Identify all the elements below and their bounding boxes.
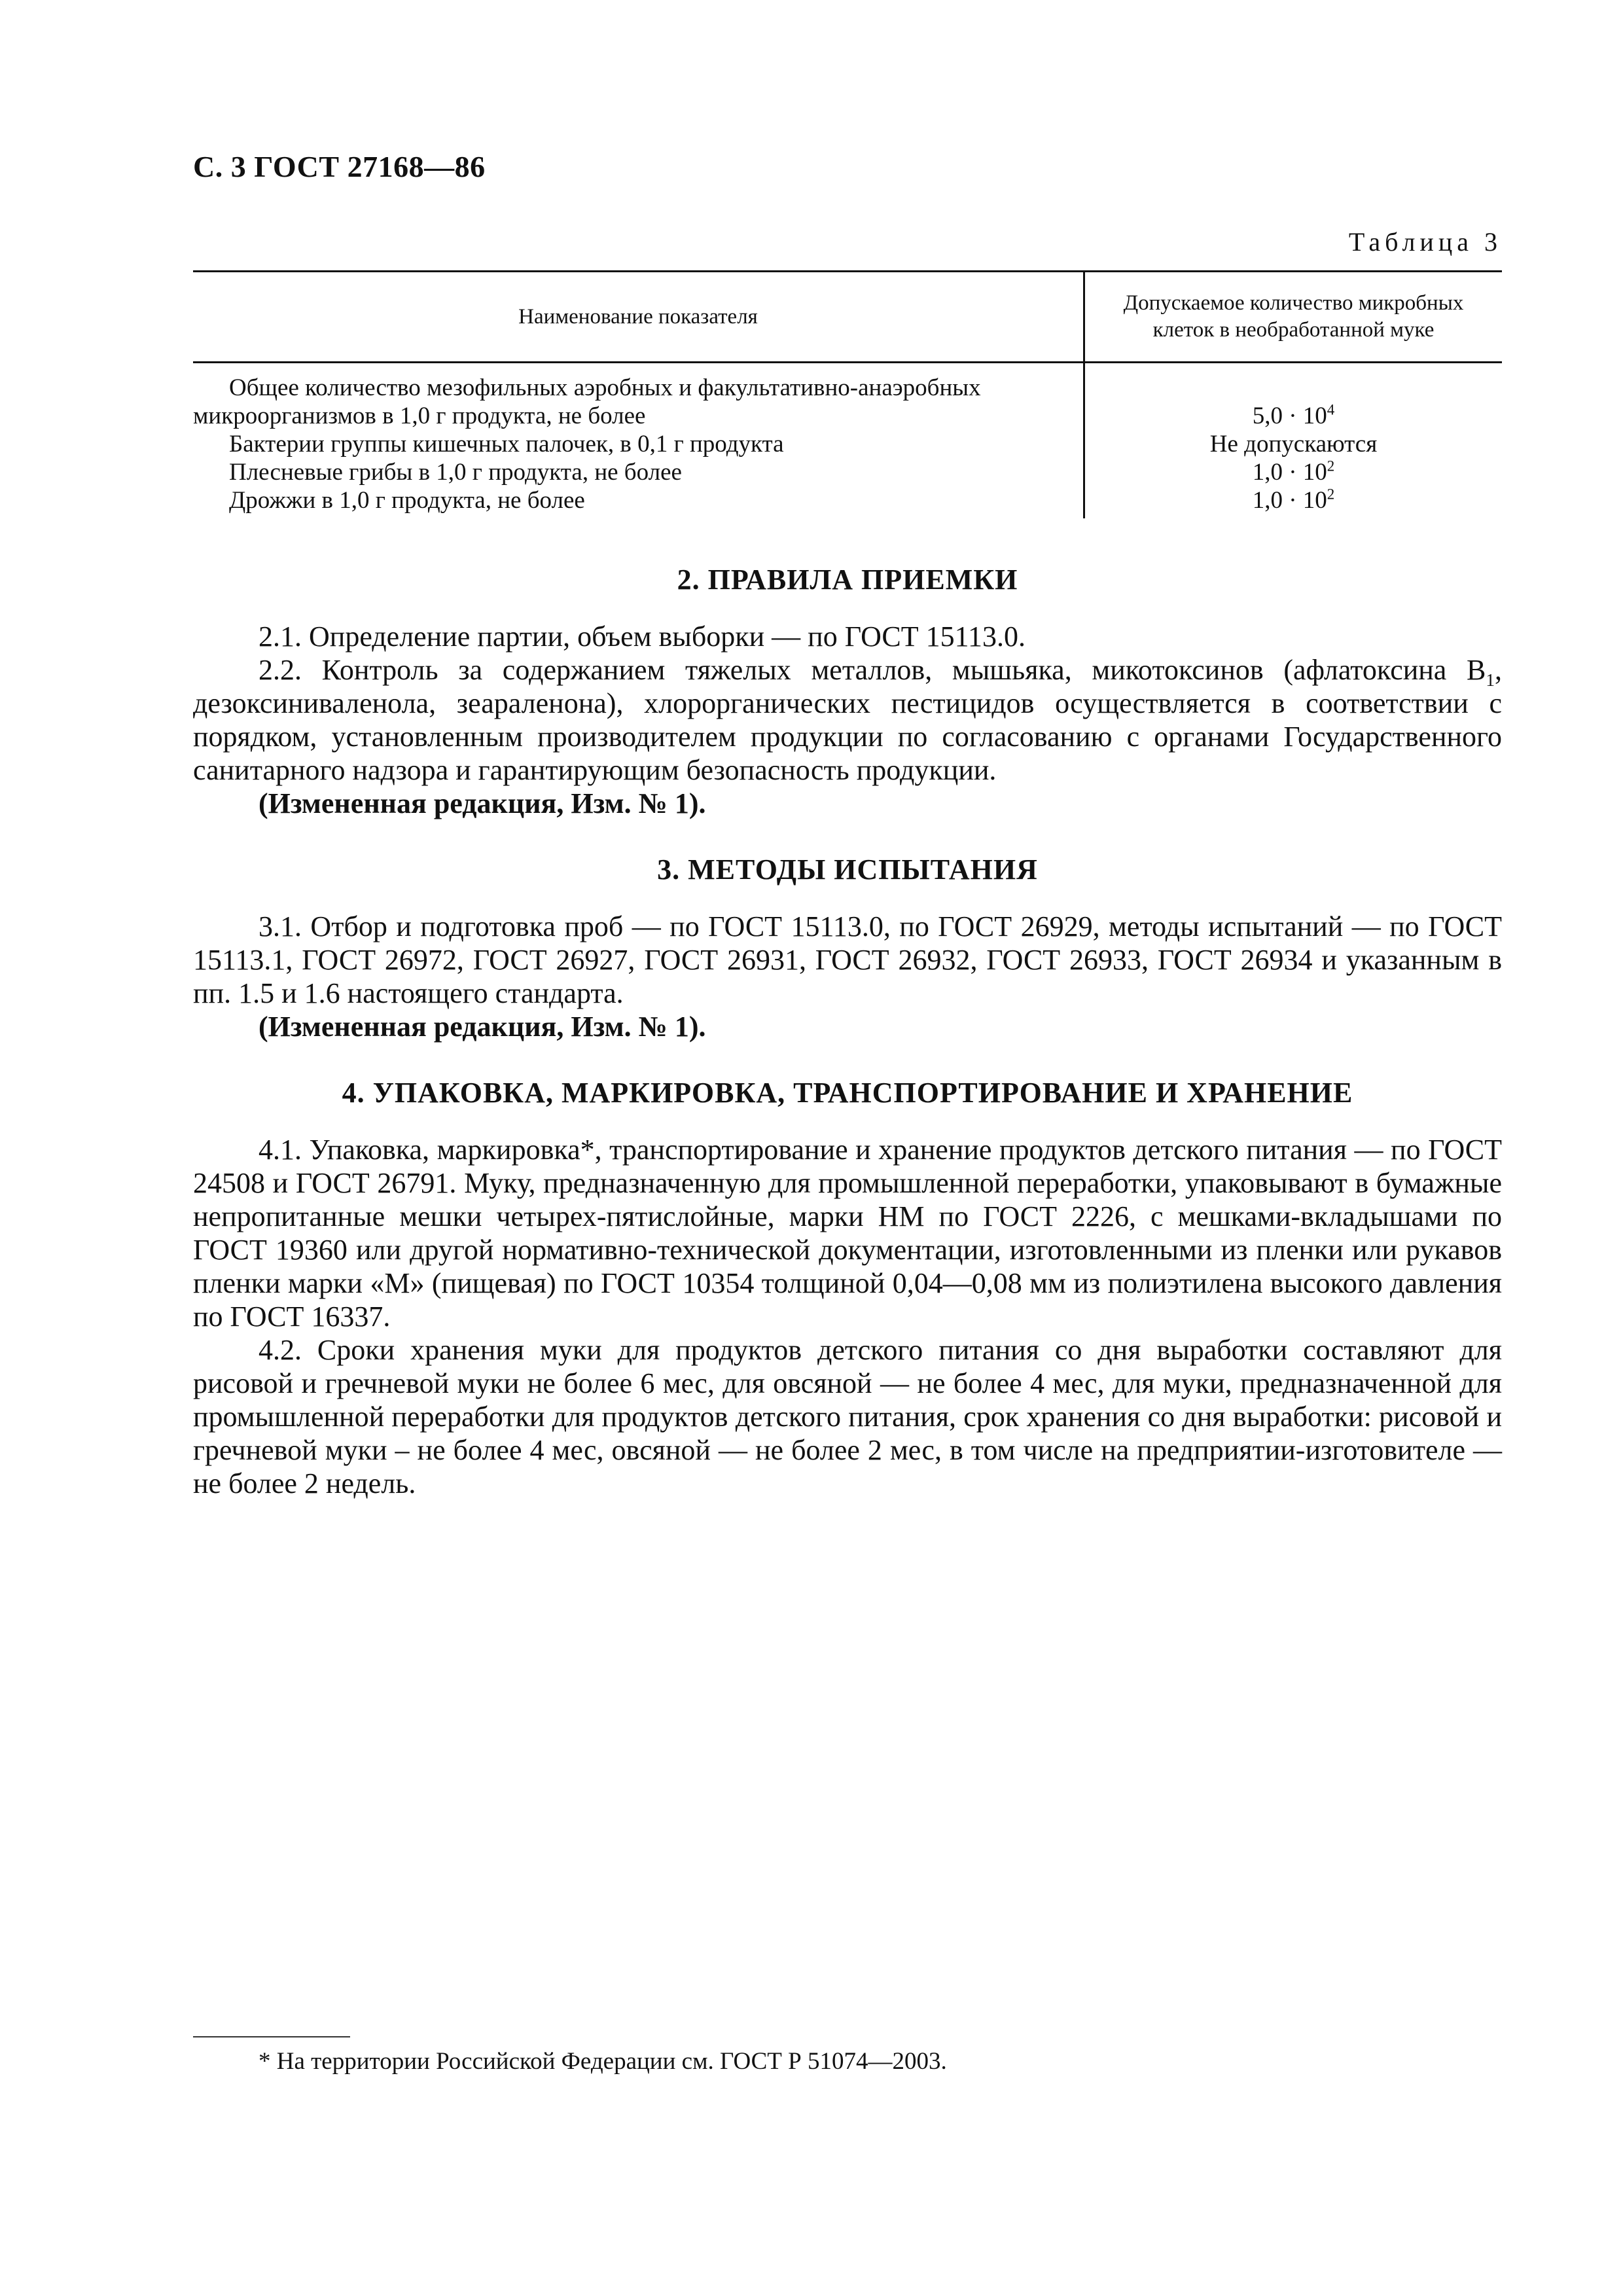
value-base: 1,0 · 10 — [1252, 487, 1327, 514]
value-exponent: 2 — [1327, 486, 1335, 503]
column-header-value — [1084, 272, 1503, 363]
value-exponent: 2 — [1327, 457, 1335, 475]
column-header-value-text: Допускаемое количество микробных клеток в необработанной муке — [1123, 291, 1464, 342]
column-header-name: Наименование показателя — [193, 272, 1084, 363]
footnote: * На территории Российской Федерации см. ГОСТ Р 51074—2003. — [259, 2048, 947, 2075]
document-page — [193, 0, 1502, 2296]
value-base: Не допускаются — [1209, 431, 1378, 457]
value-base: 1,0 · 10 — [1252, 459, 1327, 486]
footnote-divider — [193, 2036, 350, 2037]
paragraph-2-1: 2.1. Определение партии, объем выборки — по ГОСТ 15113.0. — [259, 620, 1026, 653]
paragraph-2-2 — [193, 653, 1502, 787]
paragraph-2-2-subscript: 1 — [1486, 670, 1495, 690]
indicator-values-cell — [1084, 363, 1503, 519]
indicator-value — [1085, 486, 1502, 514]
section-3-title: 3. МЕТОДЫ ИСПЫТАНИЯ — [657, 853, 1038, 886]
value-exponent: 4 — [1327, 401, 1335, 418]
table-header-row — [193, 272, 1502, 363]
paragraph-4-1: 4.1. Упаковка, маркировка*, транспортирование и хранение продуктов детского питания — по ГОСТ 24508 и ГОСТ 26791. Муку, предназначенную для промышленной переработки, упаковывают в бумажные непропитанные мешки четырех-пятислойные, марки НМ по ГОСТ 2226, с мешками-вкладышами по ГОСТ 19360 или другой нормативно-технической документации, изготовленными из пленки или рукавов пленки марки «М» (пищевая) по ГОСТ 10354 толщиной 0,04—0,08 мм из полиэтилена высокого давления по ГОСТ 16337. — [193, 1134, 1502, 1333]
indicator-value — [1085, 458, 1502, 486]
table-caption: Таблица 3 — [1348, 227, 1502, 257]
section-4-title: 4. УПАКОВКА, МАРКИРОВКА, ТРАНСПОРТИРОВАНИЕ И ХРАНЕНИЕ — [342, 1077, 1353, 1109]
paragraph-3-1: 3.1. Отбор и подготовка проб — по ГОСТ 15113.0, по ГОСТ 26929, методы испытаний — по ГОСТ 15113.1, ГОСТ 26972, ГОСТ 26927, ГОСТ 26931, ГОСТ 26932, ГОСТ 26933, ГОСТ 26934 и указанным в пп. 1.5 и 1.6 настоящего стандарта. — [193, 910, 1502, 1009]
section-2-title: 2. ПРАВИЛА ПРИЕМКИ — [677, 564, 1018, 596]
indicator-names-cell — [193, 363, 1084, 519]
indicator-value — [1085, 430, 1502, 458]
indicator-name: Бактерии группы кишечных палочек, в 0,1 г продукта — [229, 431, 784, 457]
value-spacer — [1085, 374, 1502, 402]
indicators-table — [193, 270, 1502, 518]
paragraph-2-2-end: , дезоксиниваленола, зеараленона), хлорорганических пестицидов осуществляется в соответствии с порядком, установленным производителем продукции по согласованию с органами Государственного санитарного надзора и гарантирующим безопасность продукции. — [193, 654, 1502, 786]
body-text — [193, 563, 1502, 1500]
indicator-name: Общее количество мезофильных аэробных и факультативно-анаэробных микроорганизмов в 1,0 г продукта, не более — [193, 374, 981, 429]
edit-note-section-3: (Измененная редакция, Изм. № 1). — [259, 1011, 706, 1043]
paragraph-4-2: 4.2. Сроки хранения муки для продуктов детского питания со дня выработки составляют для рисовой и гречневой муки не более 6 мес, для овсяной — не более 4 мес, для муки, предназначенной для промышленной переработки для продуктов детского питания, срок хранения со дня выработки: рисовой и гречневой муки – не более 4 мес, овсяной — не более 2 мес, в том числе на предприятии-изготовителе — не более 2 недель. — [193, 1334, 1502, 1499]
value-base: 5,0 · 10 — [1252, 403, 1327, 429]
indicator-value — [1085, 402, 1502, 430]
edit-note-section-2: (Измененная редакция, Изм. № 1). — [259, 787, 706, 819]
page-header: С. 3 ГОСТ 27168—86 — [193, 150, 486, 183]
indicator-name: Дрожжи в 1,0 г продукта, не более — [229, 487, 585, 514]
indicator-name: Плесневые грибы в 1,0 г продукта, не более — [229, 459, 682, 486]
table-body-row — [193, 363, 1502, 519]
paragraph-2-2-start: 2.2. Контроль за содержанием тяжелых металлов, мышьяка, микотоксинов (афлатоксина B — [259, 654, 1486, 686]
